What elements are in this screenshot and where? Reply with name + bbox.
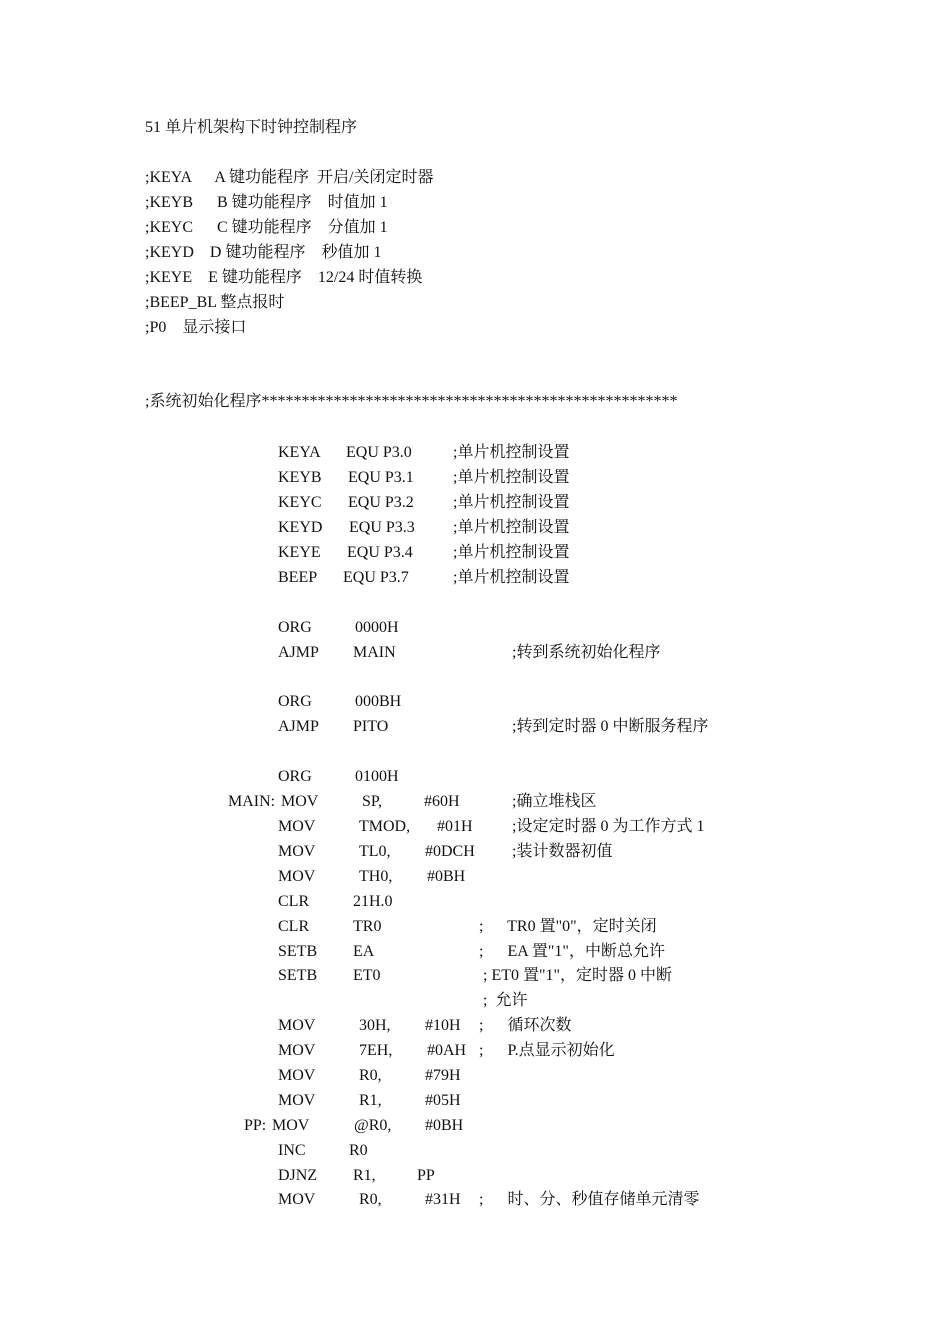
code-operand: SP, xyxy=(362,793,383,810)
code-operand: TL0, xyxy=(359,843,391,860)
header-comment-keya: ;KEYA A 键功能程序 开启/关闭定时器 xyxy=(145,169,434,186)
code-operand: #01H xyxy=(437,818,473,835)
code-mnemonic: MOV xyxy=(278,868,316,885)
equ-operand: EQU P3.4 xyxy=(347,544,413,561)
code-mnemonic: ORG xyxy=(278,693,312,710)
code-operand: 0000H xyxy=(355,619,399,636)
code-operand: #31H xyxy=(425,1191,461,1208)
code-operand: PP xyxy=(417,1167,435,1184)
code-mnemonic: DJNZ xyxy=(278,1167,318,1184)
code-mnemonic: MOV xyxy=(278,1067,316,1084)
code-operand: 000BH xyxy=(355,693,402,710)
code-operand: PITO xyxy=(353,718,389,735)
equ-comment: ;单片机控制设置 xyxy=(453,569,570,586)
header-comment-keyc: ;KEYC C 键功能程序 分值加 1 xyxy=(145,219,388,236)
code-comment: ; TR0 置"0"，定时关闭 xyxy=(479,918,657,935)
code-operand: #0AH xyxy=(427,1042,467,1059)
code-mnemonic: MOV xyxy=(278,1017,316,1034)
code-mnemonic: INC xyxy=(278,1142,306,1159)
code-comment: ;确立堆栈区 xyxy=(512,793,597,810)
code-comment: ; 时、分、秒值存储单元清零 xyxy=(479,1191,700,1208)
document-title: 51 单片机架构下时钟控制程序 xyxy=(145,119,358,136)
equ-comment: ;单片机控制设置 xyxy=(453,444,570,461)
code-mnemonic: AJMP xyxy=(278,718,319,735)
equ-operand: EQU P3.0 xyxy=(346,444,412,461)
code-comment: ; ET0 置"1"，定时器 0 中断 xyxy=(479,967,673,984)
code-mnemonic: MOV xyxy=(281,793,319,810)
code-mnemonic: MOV xyxy=(278,1191,316,1208)
code-comment: ; 允许 xyxy=(479,992,528,1009)
equ-label: KEYD xyxy=(278,519,323,536)
equ-comment: ;单片机控制设置 xyxy=(453,544,570,561)
code-label: PP: xyxy=(244,1117,267,1134)
header-comment-keyb: ;KEYB B 键功能程序 时值加 1 xyxy=(145,194,388,211)
code-comment: ; 循环次数 xyxy=(479,1017,572,1034)
code-mnemonic: MOV xyxy=(278,1092,316,1109)
code-label: MAIN: xyxy=(228,793,276,810)
code-operand: ET0 xyxy=(353,967,381,984)
code-operand: #0BH xyxy=(427,868,466,885)
equ-comment: ;单片机控制设置 xyxy=(453,494,570,511)
code-operand: 30H, xyxy=(359,1017,391,1034)
code-comment: ;转到定时器 0 中断服务程序 xyxy=(512,718,709,735)
code-operand: 21H.0 xyxy=(353,893,393,910)
equ-operand: EQU P3.1 xyxy=(348,469,414,486)
code-operand: #0DCH xyxy=(425,843,475,860)
equ-label: BEEP xyxy=(278,569,318,586)
code-operand: #0BH xyxy=(425,1117,464,1134)
equ-label: KEYB xyxy=(278,469,322,486)
code-mnemonic: ORG xyxy=(278,768,312,785)
code-mnemonic: AJMP xyxy=(278,644,319,661)
code-operand: @R0, xyxy=(354,1117,392,1134)
code-mnemonic: ORG xyxy=(278,619,312,636)
header-comment-p0: ;P0 显示接口 xyxy=(145,319,247,336)
code-operand: #60H xyxy=(424,793,460,810)
code-comment: ;设定定时器 0 为工作方式 1 xyxy=(512,818,705,835)
equ-comment: ;单片机控制设置 xyxy=(453,519,570,536)
code-operand: 7EH, xyxy=(359,1042,393,1059)
code-operand: 0100H xyxy=(355,768,399,785)
code-operand: R0, xyxy=(359,1067,382,1084)
code-operand: R1, xyxy=(353,1167,376,1184)
code-mnemonic: SETB xyxy=(278,943,318,960)
code-operand: #79H xyxy=(425,1067,461,1084)
code-operand: #10H xyxy=(425,1017,461,1034)
code-operand: TH0, xyxy=(359,868,393,885)
header-comment-keyd: ;KEYD D 键功能程序 秒值加 1 xyxy=(145,244,382,261)
equ-comment: ;单片机控制设置 xyxy=(453,469,570,486)
code-operand: R1, xyxy=(359,1092,382,1109)
header-comment-beep: ;BEEP_BL 整点报时 xyxy=(145,294,285,311)
equ-label: KEYA xyxy=(278,444,321,461)
section-heading: ;系统初始化程序**************************************************** xyxy=(145,393,678,410)
equ-operand: EQU P3.7 xyxy=(343,569,409,586)
code-comment: ; P.点显示初始化 xyxy=(479,1042,615,1059)
code-mnemonic: MOV xyxy=(278,818,316,835)
code-operand: EA xyxy=(353,943,375,960)
equ-label: KEYE xyxy=(278,544,321,561)
code-operand: TR0 xyxy=(353,918,382,935)
header-comment-keye: ;KEYE E 键功能程序 12/24 时值转换 xyxy=(145,269,423,286)
code-comment: ;装计数器初值 xyxy=(512,843,613,860)
code-mnemonic: CLR xyxy=(278,893,310,910)
code-operand: TMOD, xyxy=(359,818,411,835)
code-operand: MAIN xyxy=(353,644,396,661)
equ-operand: EQU P3.2 xyxy=(348,494,414,511)
code-mnemonic: MOV xyxy=(278,1042,316,1059)
code-mnemonic: SETB xyxy=(278,967,318,984)
code-mnemonic: MOV xyxy=(272,1117,310,1134)
code-comment: ;转到系统初始化程序 xyxy=(512,644,661,661)
equ-operand: EQU P3.3 xyxy=(349,519,415,536)
code-mnemonic: MOV xyxy=(278,843,316,860)
equ-label: KEYC xyxy=(278,494,322,511)
code-operand: #05H xyxy=(425,1092,461,1109)
code-operand: R0, xyxy=(359,1191,382,1208)
code-mnemonic: CLR xyxy=(278,918,310,935)
code-comment: ; EA 置"1"，中断总允许 xyxy=(479,943,665,960)
code-operand: R0 xyxy=(349,1142,368,1159)
